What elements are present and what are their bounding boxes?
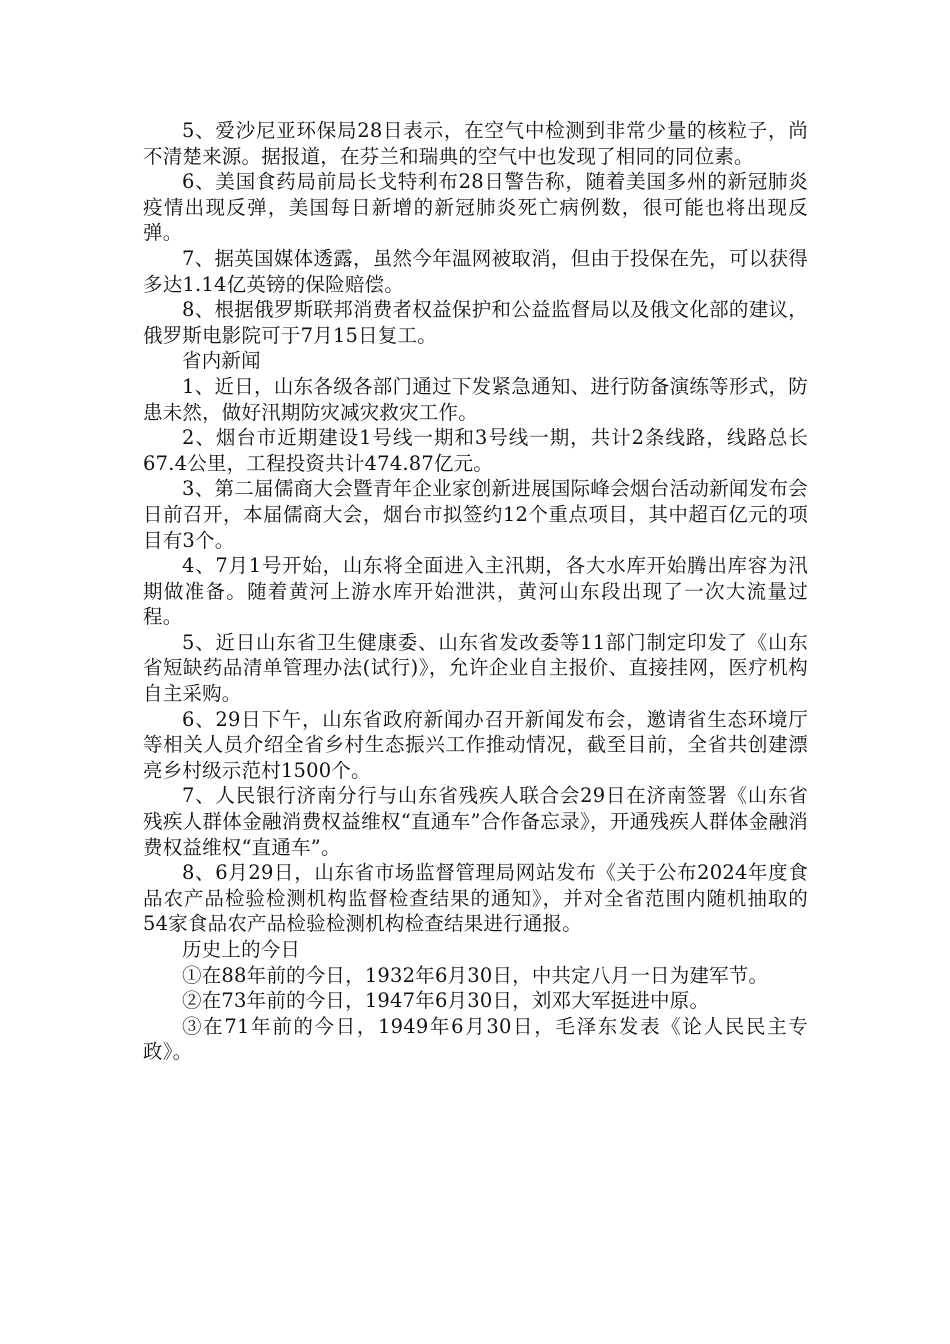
news-item: 2、烟台市近期建设1号线一期和3号线一期，共计2条线路，线路总长67.4公里，工程投资共计474.87亿元。: [143, 426, 808, 475]
news-item: 1、近日，山东各级各部门通过下发紧急通知、进行防备演练等形式，防患未然，做好汛期防灾减灾救灾工作。: [143, 374, 808, 424]
section-heading: 省内新闻: [182, 349, 261, 373]
news-item: 4、7月1号开始，山东将全面进入主汛期，各大水库开始腾出库容为汛期做准备。随着黄河上游水库开始泄洪，黄河山东段出现了一次大流量过程。: [143, 554, 808, 629]
document-page: [143, 118, 808, 1065]
news-item: 5、近日山东省卫生健康委、山东省发改委等11部门制定印发了《山东省短缺药品清单管理办法(试行)》，允许企业自主报价、直接挂网，医疗机构自主采购。: [143, 630, 808, 706]
provincial-news-section: [143, 348, 808, 937]
news-item: 7、据英国媒体透露，虽然今年温网被取消，但由于投保在先，可以获得多达1.14亿英镑的保险赔偿。: [143, 246, 808, 296]
news-item: 7、人民银行济南分行与山东省残疾人联合会29日在济南签署《山东省残疾人群体金融消费权益维权“直通车”合作备忘录》，开通残疾人群体金融消费权益维权“直通车”。: [143, 784, 808, 859]
history-item: ①在88年前的今日，1932年6月30日，中共定八月一日为建军节。: [182, 963, 769, 987]
news-item: 8、6月29日，山东省市场监督管理局网站发布《关于公布2024年度食品农产品检验检测机构监督检查结果的通知》，并对全省范围内随机抽取的54家食品农产品检验检测机构检查结果进行通报。: [143, 861, 808, 936]
history-today-section: [143, 937, 808, 1065]
news-item: 6、美国食药局前局长戈特利布28日警告称，随着美国多州的新冠肺炎疫情出现反弹，美国每日新增的新冠肺炎死亡病例数，很可能也将出现反弹。: [143, 170, 808, 245]
news-item: 3、第二届儒商大会暨青年企业家创新进展国际峰会烟台活动新闻发布会日前召开，本届儒商大会，烟台市拟签约12个重点项目，其中超百亿元的项目有3个。: [143, 477, 808, 552]
news-item: 6、29日下午，山东省政府新闻办召开新闻发布会，邀请省生态环境厅等相关人员介绍全省乡村生态振兴工作推动情况，截至目前，全省共创建漂亮乡村级示范村1500个。: [143, 707, 808, 782]
international-news-section: [143, 118, 808, 348]
history-item: ②在73年前的今日，1947年6月30日，刘邓大军挺进中原。: [182, 989, 710, 1013]
news-item: 8、根据俄罗斯联邦消费者权益保护和公益监督局以及俄文化部的建议，俄罗斯电影院可于7月15日复工。: [143, 298, 808, 347]
history-item: ③在71年前的今日，1949年6月30日，毛泽东发表《论人民民主专政》。: [143, 1014, 808, 1064]
news-item: 5、爱沙尼亚环保局28日表示，在空气中检测到非常少量的核粒子，尚不清楚来源。据报道，在芬兰和瑞典的空气中也发现了相同的同位素。: [143, 119, 808, 168]
section-heading: 历史上的今日: [182, 938, 301, 961]
